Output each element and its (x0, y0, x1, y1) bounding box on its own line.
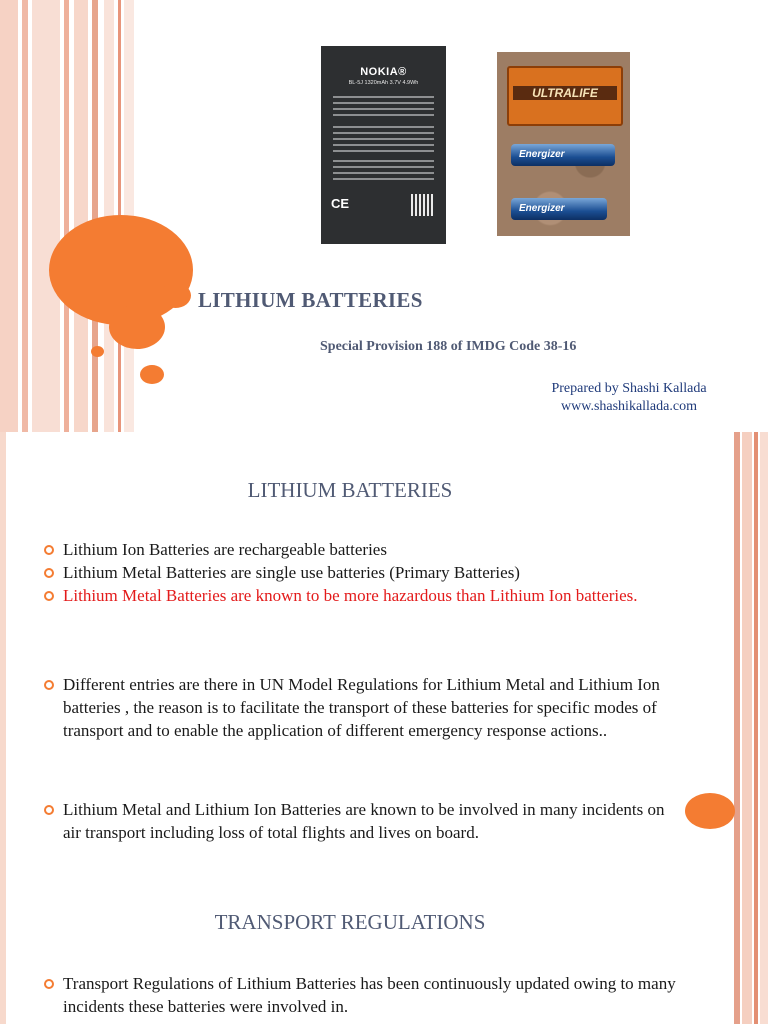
author-website: www.shashikallada.com (561, 399, 697, 414)
decorative-stripe (742, 432, 752, 866)
decorative-stripe (92, 0, 98, 432)
list-item: Lithium Ion Batteries are rechargeable batteries (44, 538, 684, 561)
author-block (540, 380, 718, 416)
energizer-aa-battery: Energizer (511, 144, 615, 166)
decorative-stripe (760, 866, 768, 1024)
decorative-stripe (74, 0, 88, 432)
decorative-stripe (32, 0, 60, 432)
ce-mark-icon: CE (331, 196, 350, 211)
nokia-brand-label: NOKIA® (360, 66, 407, 78)
list-item-highlighted: Lithium Metal Batteries are known to be more hazardous than Lithium Ion batteries. (44, 584, 684, 607)
list-item: Transport Regulations of Lithium Batteries has been continuously updated owing to many incidents these batteries were involved in. (44, 972, 684, 1018)
decorative-stripe (760, 432, 768, 866)
decorative-stripe (734, 866, 740, 1024)
ultralife-label: ULTRALIFE (513, 86, 617, 100)
decorative-stripe (754, 432, 758, 866)
bullet-list (44, 673, 684, 742)
energizer-aaa-battery: Energizer (511, 198, 607, 220)
decorative-stripe (0, 866, 6, 1024)
bullet-list (44, 798, 684, 844)
lithium-cells-image (497, 52, 630, 236)
slide-title: LITHIUM BATTERIES (198, 288, 423, 312)
decorative-circle (685, 793, 735, 829)
list-item: Different entries are there in UN Model Regulations for Lithium Metal and Lithium Ion batteries , the reason is to facilitate the transport of these batteries for specific modes of transport and to enable the application of different emergency response actions.. (44, 673, 684, 742)
ultralife-battery (507, 66, 623, 126)
decorative-stripe (64, 0, 69, 432)
slide-heading: TRANSPORT REGULATIONS (214, 910, 486, 934)
list-item: Lithium Metal Batteries are single use batteries (Primary Batteries) (44, 561, 684, 584)
bullet-list (44, 538, 684, 607)
decorative-stripe (734, 432, 740, 866)
decorative-circle (109, 305, 165, 349)
decorative-circle (91, 346, 104, 357)
author-name: Prepared by Shashi Kallada (551, 381, 707, 396)
nokia-battery-image (321, 46, 446, 244)
decorative-stripe (754, 866, 758, 1024)
decorative-stripe (742, 866, 752, 1024)
content-slide-lithium-batteries (0, 432, 768, 866)
qr-code-icon (411, 194, 433, 216)
bullet-list (44, 972, 684, 1018)
list-item: Lithium Metal and Lithium Ion Batteries are known to be involved in many incidents on air transport including loss of total flights and lives on board. (44, 798, 684, 844)
slide-subtitle: Special Provision 188 of IMDG Code 38-16 (320, 339, 577, 354)
decorative-stripe (0, 0, 18, 432)
content-slide-transport-regulations (0, 866, 768, 1024)
decorative-circle (140, 365, 164, 384)
slide-heading: LITHIUM BATTERIES (247, 478, 453, 502)
nokia-spec-label: BL-5J 1320mAh 3.7V 4.9Wh (348, 80, 419, 86)
title-slide (0, 0, 768, 432)
decorative-stripe (22, 0, 28, 432)
decorative-circle (160, 283, 191, 308)
